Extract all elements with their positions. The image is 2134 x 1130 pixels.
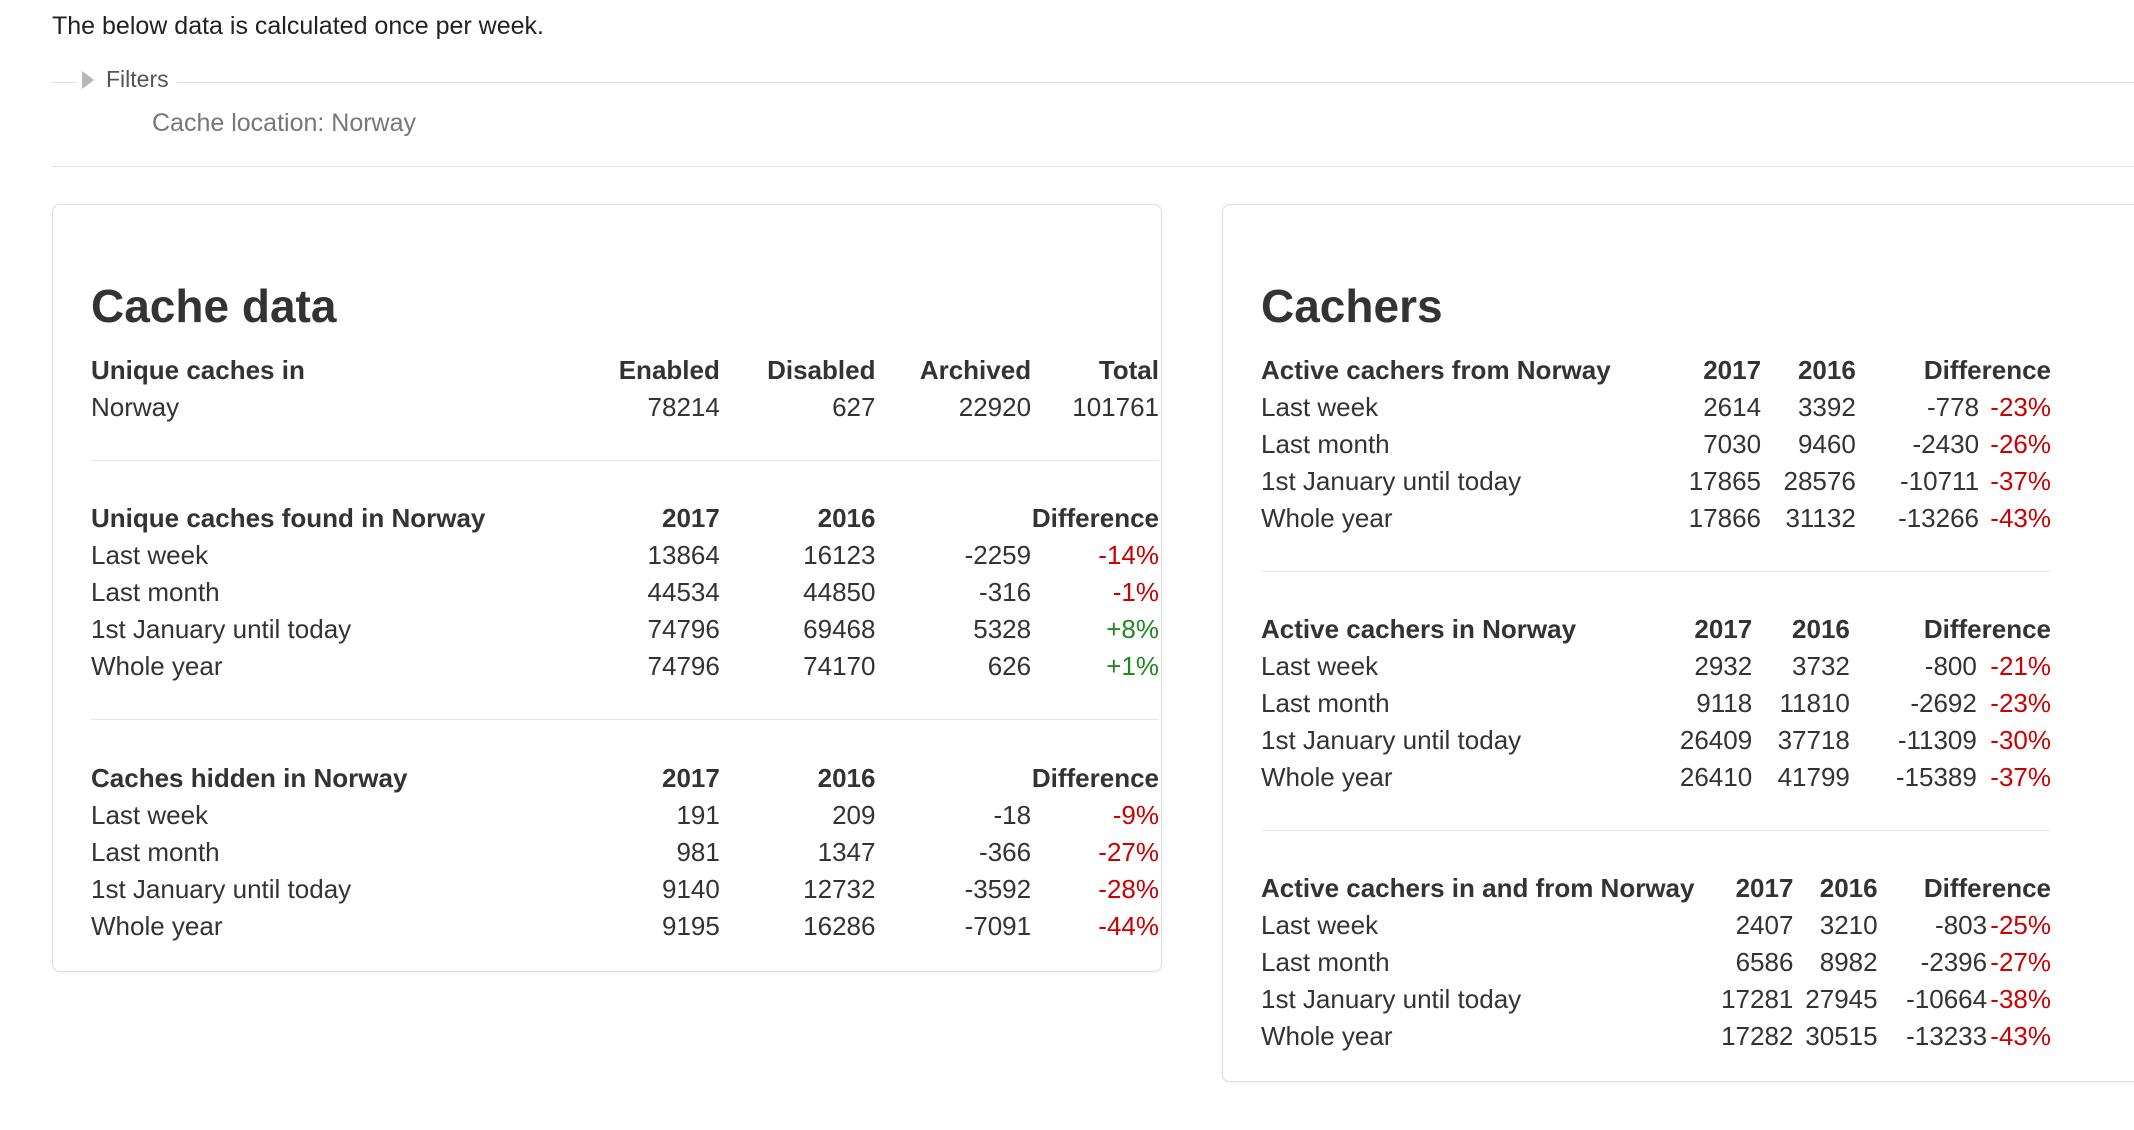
cell: 17865 [1688, 466, 1762, 496]
percent-change: -21% [1990, 651, 2051, 681]
cell: 9460 [1797, 429, 1856, 459]
cell: 44850 [803, 577, 876, 607]
cell: 191 [676, 800, 720, 830]
cell: 17282 [1721, 1021, 1794, 1051]
percent-change: -27% [1098, 837, 1159, 867]
percent-change: -23% [1990, 392, 2051, 422]
cell: 9118 [1696, 688, 1753, 718]
cell: -366 [979, 837, 1032, 867]
cell: -2396 [1920, 947, 1988, 977]
caret-right-icon [82, 71, 94, 89]
table-row [1261, 981, 2051, 1018]
row-label: Last week [1261, 392, 1379, 422]
column-header: 2016 [1792, 614, 1850, 644]
column-header: Enabled [618, 355, 720, 385]
table-row [91, 871, 1159, 908]
row-label: Whole year [1261, 1021, 1393, 1051]
cell: 31132 [1785, 503, 1856, 533]
row-label: Whole year [1261, 762, 1393, 792]
column-header: 2017 [1735, 873, 1794, 903]
cell: -778 [1926, 392, 1980, 422]
cell: 27945 [1805, 984, 1878, 1014]
cell: 69468 [803, 614, 876, 644]
cell: 16123 [803, 540, 876, 570]
percent-change: -38% [1990, 984, 2051, 1014]
divider [1261, 830, 2051, 831]
table-row [91, 797, 1159, 834]
cell: 17866 [1688, 503, 1762, 533]
percent-change: -23% [1990, 688, 2051, 718]
cell: -13266 [1898, 503, 1980, 533]
row-label: Whole year [91, 911, 223, 941]
percent-change: -25% [1990, 910, 2051, 940]
caches-hidden-table [91, 760, 1159, 945]
cell: 9195 [662, 911, 720, 941]
cell: 8982 [1819, 947, 1878, 977]
cell: -10664 [1906, 984, 1988, 1014]
cell: -2692 [1910, 688, 1977, 718]
cell: 26410 [1679, 762, 1753, 792]
row-label: Last month [1261, 688, 1390, 718]
cachers-from-table [1261, 352, 2051, 537]
column-header: Difference [1923, 614, 2051, 644]
cell: -316 [979, 577, 1032, 607]
cell: 5328 [973, 614, 1032, 644]
column-header: 2016 [1819, 873, 1878, 903]
percent-change: -28% [1098, 874, 1159, 904]
cell: 11810 [1779, 688, 1850, 718]
percent-change: +8% [1106, 614, 1159, 644]
row-label: Last week [1261, 651, 1379, 681]
table-row [1261, 426, 2051, 463]
column-header: Unique caches in [91, 355, 305, 385]
column-header: 2016 [1797, 355, 1856, 385]
column-header: Active cachers from Norway [1261, 355, 1611, 385]
table-row [91, 389, 1159, 426]
percent-change: -43% [1990, 1021, 2051, 1051]
cell: 44534 [647, 577, 720, 607]
table-header-row [91, 352, 1159, 389]
cell: 3392 [1797, 392, 1856, 422]
cell: -7091 [964, 911, 1032, 941]
row-label: 1st January until today [91, 614, 352, 644]
table-row [1261, 685, 2051, 722]
row-label: Last week [91, 540, 209, 570]
panel-title: Cachers [1261, 280, 1443, 332]
table-header-row [1261, 870, 2051, 907]
percent-change: -26% [1990, 429, 2051, 459]
row-label: Whole year [91, 651, 223, 681]
percent-change: +1% [1106, 651, 1159, 681]
cell: -18 [993, 800, 1032, 830]
table-header-row [91, 500, 1159, 537]
percent-change: -37% [1990, 466, 2051, 496]
cell: 627 [832, 392, 876, 422]
table-row [1261, 463, 2051, 500]
cell: -2259 [964, 540, 1032, 570]
cell: 30515 [1805, 1021, 1878, 1051]
table-row [91, 537, 1159, 574]
cell: -800 [1924, 651, 1977, 681]
cachers-panel [1222, 204, 2134, 1082]
row-label: Last month [1261, 947, 1390, 977]
column-header: Archived [919, 355, 1032, 385]
cell: 1347 [817, 837, 876, 867]
cell: 74796 [647, 614, 720, 644]
cell: 78214 [647, 392, 720, 422]
filters-label: Filters [106, 66, 169, 92]
row-label: Whole year [1261, 503, 1393, 533]
cell: -10711 [1900, 466, 1980, 496]
divider [1261, 571, 2051, 572]
column-header: 2017 [662, 503, 720, 533]
cell: 74796 [647, 651, 720, 681]
cell: -13233 [1906, 1021, 1988, 1051]
cell: 12732 [803, 874, 876, 904]
row-label: 1st January until today [1261, 725, 1522, 755]
cell: -3592 [964, 874, 1032, 904]
table-row [1261, 500, 2051, 537]
column-header: 2017 [1694, 614, 1753, 644]
percent-change: -30% [1990, 725, 2051, 755]
table-row [1261, 944, 2051, 981]
row-label: Last month [1261, 429, 1390, 459]
table-header-row [1261, 611, 2051, 648]
filters-toggle[interactable] [76, 66, 177, 93]
percent-change: -27% [1990, 947, 2051, 977]
table-row [91, 834, 1159, 871]
cell: 3732 [1792, 651, 1850, 681]
divider [91, 719, 1159, 720]
cell: 2932 [1694, 651, 1753, 681]
cell: 13864 [647, 540, 720, 570]
cell: 101761 [1072, 392, 1159, 422]
cell: 37718 [1777, 725, 1850, 755]
column-header: Active cachers in and from Norway [1261, 873, 1695, 903]
column-header: Unique caches found in Norway [91, 503, 486, 533]
row-label: 1st January until today [1261, 984, 1522, 1014]
cell: 2407 [1735, 910, 1794, 940]
cell: 626 [987, 651, 1032, 681]
table-row [1261, 1018, 2051, 1055]
cell: 2614 [1703, 392, 1762, 422]
unique-caches-table [91, 352, 1159, 426]
column-header: Disabled [767, 355, 876, 385]
percent-change: -1% [1112, 577, 1159, 607]
cell: -11309 [1897, 725, 1977, 755]
cell: 16286 [803, 911, 876, 941]
divider [52, 166, 2134, 167]
cachers-in-table [1261, 611, 2051, 796]
row-label: Last month [91, 837, 220, 867]
cell: -15389 [1895, 762, 1977, 792]
column-header: Active cachers in Norway [1261, 614, 1577, 644]
divider [91, 460, 1159, 461]
panel-title: Cache data [91, 280, 337, 332]
table-row [91, 574, 1159, 611]
table-row [1261, 759, 2051, 796]
row-label: Last week [91, 800, 209, 830]
row-label: Norway [91, 392, 180, 422]
row-label: 1st January until today [91, 874, 352, 904]
column-header: 2017 [662, 763, 720, 793]
percent-change: -14% [1098, 540, 1159, 570]
column-header: 2016 [817, 763, 876, 793]
column-header: Caches hidden in Norway [91, 763, 408, 793]
cell: 74170 [803, 651, 876, 681]
percent-change: -9% [1112, 800, 1159, 830]
cell: -2430 [1912, 429, 1980, 459]
column-header: 2016 [817, 503, 876, 533]
cache-data-panel [52, 204, 1162, 972]
cell: -803 [1935, 910, 1988, 940]
row-label: 1st January until today [1261, 466, 1522, 496]
cell: 22920 [958, 392, 1032, 422]
table-header-row [91, 760, 1159, 797]
caches-found-table [91, 500, 1159, 685]
column-header: Difference [1031, 763, 1159, 793]
table-row [91, 648, 1159, 685]
filters-fieldset [52, 66, 2134, 92]
filter-summary: Cache location: Norway [152, 109, 417, 137]
table-row [1261, 648, 2051, 685]
column-header: Difference [1923, 873, 2051, 903]
row-label: Last month [91, 577, 220, 607]
column-header: Difference [1923, 355, 2051, 385]
cell: 3210 [1819, 910, 1878, 940]
table-row [1261, 907, 2051, 944]
column-header: Difference [1031, 503, 1159, 533]
column-header: Total [1098, 355, 1159, 385]
cell: 9140 [662, 874, 720, 904]
table-row [91, 611, 1159, 648]
column-header: 2017 [1703, 355, 1762, 385]
cell: 28576 [1783, 466, 1856, 496]
cell: 7030 [1703, 429, 1762, 459]
percent-change: -43% [1990, 503, 2051, 533]
cachers-in-from-table [1261, 870, 2051, 1055]
table-row [1261, 389, 2051, 426]
cell: 17281 [1721, 984, 1794, 1014]
table-row [91, 908, 1159, 945]
cell: 209 [832, 800, 876, 830]
cell: 6586 [1735, 947, 1794, 977]
table-row [1261, 722, 2051, 759]
cell: 981 [676, 837, 720, 867]
percent-change: -37% [1990, 762, 2051, 792]
cell: 41799 [1777, 762, 1850, 792]
percent-change: -44% [1098, 911, 1159, 941]
row-label: Last week [1261, 910, 1379, 940]
table-header-row [1261, 352, 2051, 389]
cell: 26409 [1679, 725, 1753, 755]
intro-text: The below data is calculated once per week. [52, 12, 544, 40]
